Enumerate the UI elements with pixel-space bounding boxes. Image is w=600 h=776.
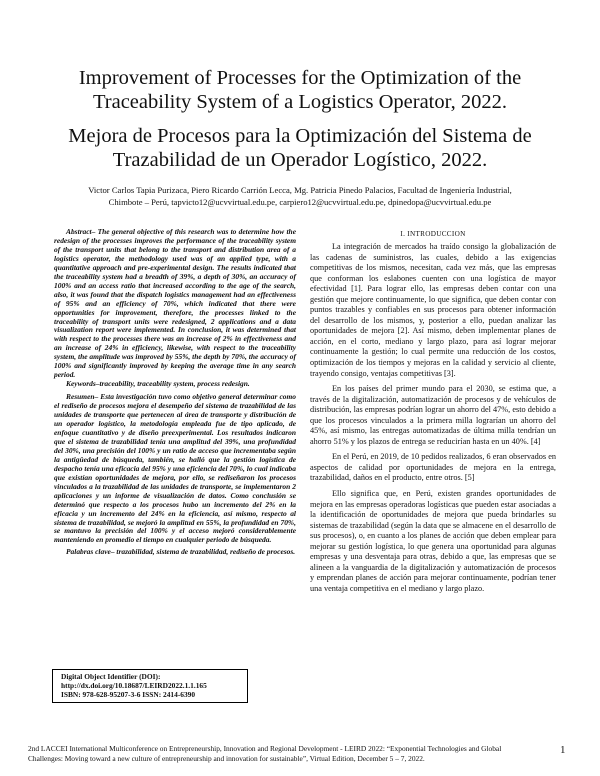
page-number: 1	[560, 744, 566, 756]
right-column	[310, 230, 556, 600]
abstract-spanish: Resumen– Esta investigación tuvo como objetivo general determinar como el rediseño de procesos mejora el desempeño del sistema de trazabilidad de las unidades de transporte que pertenecen al área de transporte y distribución de un operador logístico, la metodología empleada fue de tipo aplicado, de enfoque cuantitativo y de diseño preexperimental. Los resultados indicaron que el sistema de trazabilidad tenía una amplitud del 39%, una profundidad del 30%, una precisión del 100% y un ratio de acceso que incrementaba según la antigüedad de búsqueda, también, se halló que la gestión logística de despacho tenía una eficacia del 95% y una eficiencia del 70%, lo cual indicaba que existían oportunidades de mejora, por ello, se rediseñaron los procesos vinculados a la trazabilidad de las unidades de transporte, se implementaron 2 aplicaciones y un informe de visualización de datos. Como conclusión se determinó que respecto a los procesos hubo un incremento del 2% en la eficacia y un incremento del 24% en la eficiencia, así mismo, respecto al sistema de trazabilidad, se mejoró la amplitud en 55%, la profundidad en 70%, se mantuvo la precisión del 100% y el acceso mejoró considerablemente manteniendo en promedio el tiempo en cualquier periodo de búsqueda.	[54, 392, 296, 545]
doi-label: Digital Object Identifier (DOI):	[61, 672, 161, 681]
paper-title-spanish: Mejora de Procesos para la Optimización del Sistema de Trazabilidad de un Operador Logístico, 2022.	[68, 125, 532, 171]
intro-paragraph-4: Ello significa que, en Perú, existen grandes oportunidades de mejora en las empresas operadoras logísticas que pueden estar asociadas a la identificación de oportunidades de mejora que pueda brindarles su sistemas de trazabilidad (según la data que se almacene en el desarrollo de sus procesos), o, en cuanto a los planes de acción que deben emplear para mejorar su gestión logística, lo que genera una oportunidad para algunas empresas y una desventaja para otras, debido a que, las empresas que se alineen a la vanguardia de la digitalización y automatización de procesos y emprendan planes de acción para mejorar continuamente, podrían tener una ventaja competitiva en el mediano y largo plazo.	[310, 489, 556, 593]
doi-box	[52, 669, 248, 703]
keywords-spanish: Palabras clave– trazabilidad, sistema de trazabilidad, rediseño de procesos.	[66, 547, 296, 557]
abstract-english: Abstract– The general objective of this research was to determine how the redesign of the processes improves the performance of the traceability system of the transport units that belong to the transport and distribution area of a logistics operator, the methodology used was of an applied type, with a quantitative approach and pre-experimental design. The results indicated that the traceability system had a breadth of 39%, a depth of 30%, an accuracy of 100% and an access ratio that increased according to the age of the search, also, it was found that the dispatch logistics management had an effectiveness of 95% and an efficiency of 70%, which indicated that there were opportunities for improvement, therefore, the processes linked to the traceability of transport units were redesigned, 2 applications and a data visualization report were implemented. In conclusion, it was determined that with respect to the processes there was an increase of 2% in effectiveness and an increase of 24% in efficiency, likewise, with respect to the traceability system, the amplitude was improved by 55%, the depth by 70%, the accuracy of 100% and significantly improved by keeping the average time in any search period.	[54, 227, 296, 380]
isbn-issn: ISBN: 978-628-95207-3-6 ISSN: 2414-6390	[61, 690, 196, 699]
paper-title-english: Improvement of Processes for the Optimization of the Traceability System of a Logistics Operator, 2022.	[78, 67, 522, 113]
author-affiliations	[38, 184, 562, 208]
left-column	[54, 228, 296, 557]
authors-line-2: Chimbote – Perú, tapvicto12@ucvvirtual.edu.pe, carpiero12@ucvvirtual.edu.pe, dpinedopa@ucvvirtual.edu.pe	[108, 197, 492, 207]
doi-link[interactable]: http://dx.doi.org/10.18687/LEIRD2022.1.1.165	[61, 681, 207, 690]
authors-line-1: Victor Carlos Tapia Purizaca, Piero Ricardo Carrión Lecca, Mg. Patricia Pinedo Palacios, Facultad de Ingeniería Industrial,	[88, 185, 512, 195]
intro-paragraph-2: En los países del primer mundo para el 2030, se estima que, a través de la digitalización, automatización de procesos y de vehículos de distribución, las empresas podrían lograr un ahorro del 47%, esto debido a que los procesos vinculados a la primera milla lograrían un ahorro del 45%, así mismo, las entregas automatizadas de última milla tendrían un ahorro 51% y los plazos de entrega se reducirían hasta en un 40%. [4]	[310, 384, 556, 446]
footer-line-2: Challenges: Moving toward a new culture of entrepreneurship and innovation for sustainable”, Virtual Edition, December 5 – 7, 2022.	[28, 754, 425, 763]
conference-footer	[28, 744, 556, 764]
intro-paragraph-3: En el Perú, en 2019, de 10 pedidos realizados, 6 eran observados en aspectos de calidad por oportunidades de mejora en la entrega, trazabilidad, daños en el producto, entre otros. [5]	[310, 452, 556, 483]
intro-paragraph-1: La integración de mercados ha traído consigo la globalización de las cadenas de suministros, las cuales, debido a las exigencias competitivas de los mismos, necesitan, cada vez más, que las empresas que conforman los eslabones cuenten con una logística de mayor efectividad [1]. Para lograr ello, las empresas deben contar con una gestión que mejore continuamente, lo que significa, que deben contar con puntos trazables y confiables en sus procesos para obtener información del desarrollo de los mismos, y, posterior a ello, puedan analizar las oportunidades de mejora [2]. Así mismo, deben implementar planes de acción, en el corto, mediano y largo plazo, para así lograr mejorar continuamente la gestión; lo cual permite una reducción de los costos, optimización de los tiempos y mejoras en la calidad y servicio al cliente, trayendo consigo, ventajas competitivas [3].	[310, 242, 556, 378]
footer-line-1: 2nd LACCEI International Multiconference on Entrepreneurship, Innovation and Regional Development - LEIRD 2022: “Exponential Technologies and Global	[28, 744, 502, 753]
keywords-english: Keywords–traceability, traceability system, process redesign.	[66, 379, 250, 389]
section-heading-introduction: I. INTRODUCCION	[400, 230, 466, 238]
